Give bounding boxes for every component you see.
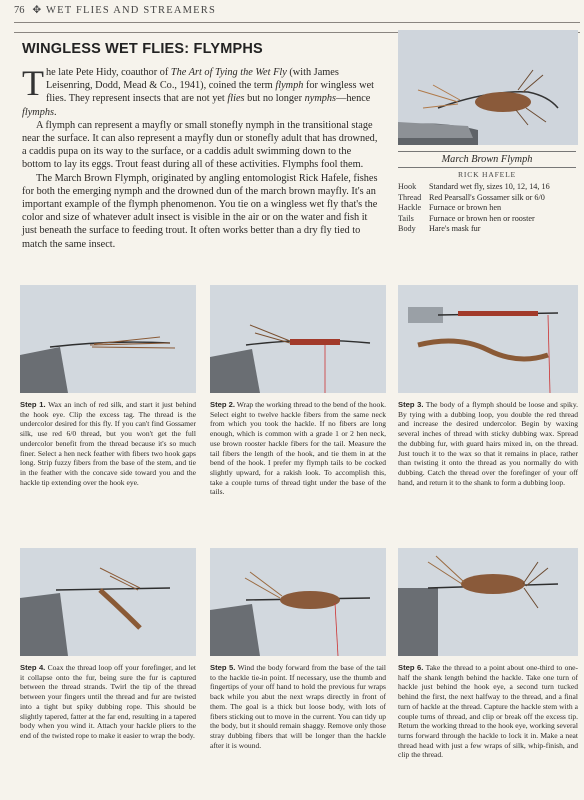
recipe-table xyxy=(398,182,576,235)
page-number: 76 xyxy=(14,5,25,16)
running-title-separator: ✥ xyxy=(32,5,46,16)
step-6-photo xyxy=(398,548,578,656)
intro-text-run: for wingless wet flies. They represent insects that are not yet xyxy=(46,80,375,105)
step-label: Step 5. xyxy=(210,663,236,672)
intro-text-run: but no longer xyxy=(244,93,305,105)
recipe-title: March Brown Flymph xyxy=(398,151,576,168)
step-2-text xyxy=(210,400,386,497)
intro-text-run: . xyxy=(54,106,57,118)
recipe-author: RICK HAFELE xyxy=(458,170,516,179)
intro-text-run: (with James Leisenring, Dodd, Mead & Co., 1941), coined the term xyxy=(46,67,339,92)
section-title: WINGLESS WET FLIES: FLYMPHS xyxy=(22,41,263,57)
step-4-photo xyxy=(20,548,196,656)
recipe-box xyxy=(398,151,576,235)
recipe-value: Furnace or brown hen or rooster xyxy=(429,213,535,223)
step-body: Wax an inch of red silk, and start it just behind the hook eye. Clip the excess tag. The thread is the undercolor desired for this fly. If you can't find Gossamer silk, use red 6/0 thread, but you won't get the full undercolor benefit from the thread because it's so much finer. Select a hen neck feather with fibers two hook gaps long. Strip fuzzy fibers from the base of the stem, and tie in the feather with the concave side toward you and the hackle tip extending over the hook eye. xyxy=(20,400,196,487)
step-6-text xyxy=(398,663,578,760)
step-5-text xyxy=(210,663,386,750)
step-3-text xyxy=(398,400,578,487)
step-label: Step 1. xyxy=(20,400,46,409)
recipe-label: Tails xyxy=(398,213,414,223)
intro-paragraph-2: A flymph can represent a mayfly or small stonefly nymph in the transitional stage near the surface. It can also represent a mayfly dun or stonefly adult that has drowned, a caddis pupa on its way to the surface, or a caddis adult swimming down to the bottom to lay its eggs. Trout feast during all of these activities. Flymphs fool them. xyxy=(22,119,378,171)
term-flymph: flymph xyxy=(275,80,304,92)
finished-fly-photo xyxy=(398,30,578,145)
running-title: WET FLIES AND STREAMERS xyxy=(45,5,217,16)
header-rule xyxy=(14,22,580,23)
intro-paragraph-3: The March Brown Flymph, originated by angling entomologist Rick Hafele, fishes for both the emerging nymph and the drowned dun of the march brown mayfly. It's an important example of the flymph phenomenon. You tie on a wingless wet fly that's the color and size of whatever adult insect is visible in the air or on the water and fish it just beneath the surface to feeding trout. It often works better than a dry fly tied to match the same insect. xyxy=(22,172,378,250)
intro-text-run: —hence xyxy=(336,93,371,105)
intro-text xyxy=(22,63,380,251)
intro-paragraph-1 xyxy=(22,63,380,119)
running-head xyxy=(14,4,216,16)
step-4-text xyxy=(20,663,196,741)
step-body: Wind the body forward from the base of the tail to the hackle tie-in point. If necessary, use the thumb and fingertips of your off hand to hold the previous fur wraps back while you abut the next wraps directly in front of them. The goal is a thick but loose body, with lots of fibers sticking out to move in the current. You can tidy up the body, but it should remain shaggy. Remove only those stray dubbing fibers that will be longer than the hackle after it is wound. xyxy=(210,663,386,750)
term-flymphs: flymphs xyxy=(22,106,55,118)
step-2-photo xyxy=(210,285,386,393)
recipe-label: Thread xyxy=(398,192,422,202)
recipe-row-body xyxy=(398,224,576,235)
step-3-photo xyxy=(398,285,578,393)
recipe-value: Red Pearsall's Gossamer silk or 6/0 xyxy=(429,192,545,202)
recipe-row-hackle xyxy=(398,203,576,214)
step-1-photo xyxy=(20,285,196,393)
recipe-value: Standard wet fly, sizes 10, 12, 14, 16 xyxy=(429,182,550,191)
intro-text-run: he late Pete Hidy, coauthor of xyxy=(46,67,171,78)
step-1-text xyxy=(20,400,196,487)
step-5-photo xyxy=(210,548,386,656)
recipe-label: Hackle xyxy=(398,203,422,213)
recipe-label: Body xyxy=(398,224,416,234)
step-label: Step 6. xyxy=(398,663,424,672)
step-body: Wrap the working thread to the bend of the hook. Select eight to twelve hackle fibers from the same neck from which you took the hackle. If no fibers are long enough, which is common with a grade 1 or 2 hen neck, use brown rooster hackle fibers for the tail. Measure the tail fibers the length of the hook, and tie them in at the bend of the hook. I prefer my flymph tails to be cocked slightly upward, for a rakish look. To accomplish this, take a couple turns of thread tight under the base of the tails. xyxy=(210,400,386,497)
step-label: Step 2. xyxy=(210,400,235,409)
term-nymphs: nymphs xyxy=(304,93,337,105)
recipe-row-tails xyxy=(398,214,576,225)
term-flies: flies xyxy=(227,93,245,105)
step-label: Step 4. xyxy=(20,663,46,672)
step-body: Take the thread to a point about one-third to one-half the shank length behind the hackle. Take one turn of hackle just behind the hook eye, a second turn tucked behind the first, the next halfway to the thread, and a final turn of hackle at the thread. Capture the hackle stem with a couple turns of thread, and clip or break off the excess tip. Return the working thread to the hook eye, working several turns forward through the hackle to lock it in. Make a neat thread head with just a few wraps of silk, whip-finish, and clip the thread. xyxy=(398,663,578,760)
step-label: Step 3. xyxy=(398,400,424,409)
step-body: The body of a flymph should be loose and spiky. By tying with a dubbing loop, you double the red thread and increase the desired undercolor. Begin by waxing several inches of thread with sticky dubbing wax. Spread the dubbing fur, with guard hairs mixed in, on the thread. Just touch it to the wax so that it remains in place, rather than twisting it onto the thread as you normally do with dubbing. Catch the thread over the forefinger of your off hand, and return it to the shank to form a dubbing loop. xyxy=(398,400,578,487)
recipe-row-hook xyxy=(398,182,576,193)
drop-cap: T xyxy=(22,63,44,103)
step-body: Coax the thread loop off your forefinger, and let it collapse onto the fur, being sure the fur is captured between the thread strands. Twirl the tip of the thread between your fingers until the thread and fur are twisted into a tight but spiky dubbing rope. This should be slightly tapered, fatter at the far end, resulting in a tapered body when you wind it. Attach your hackle pliers to the end of the twisted rope to make it easier to wrap the body. xyxy=(20,663,197,741)
book-title: The Art of Tying the Wet Fly xyxy=(170,67,287,78)
recipe-label: Hook xyxy=(398,182,417,191)
recipe-row-thread xyxy=(398,193,576,204)
recipe-value: Furnace or brown hen xyxy=(429,203,502,213)
recipe-value: Hare's mask fur xyxy=(429,224,481,234)
